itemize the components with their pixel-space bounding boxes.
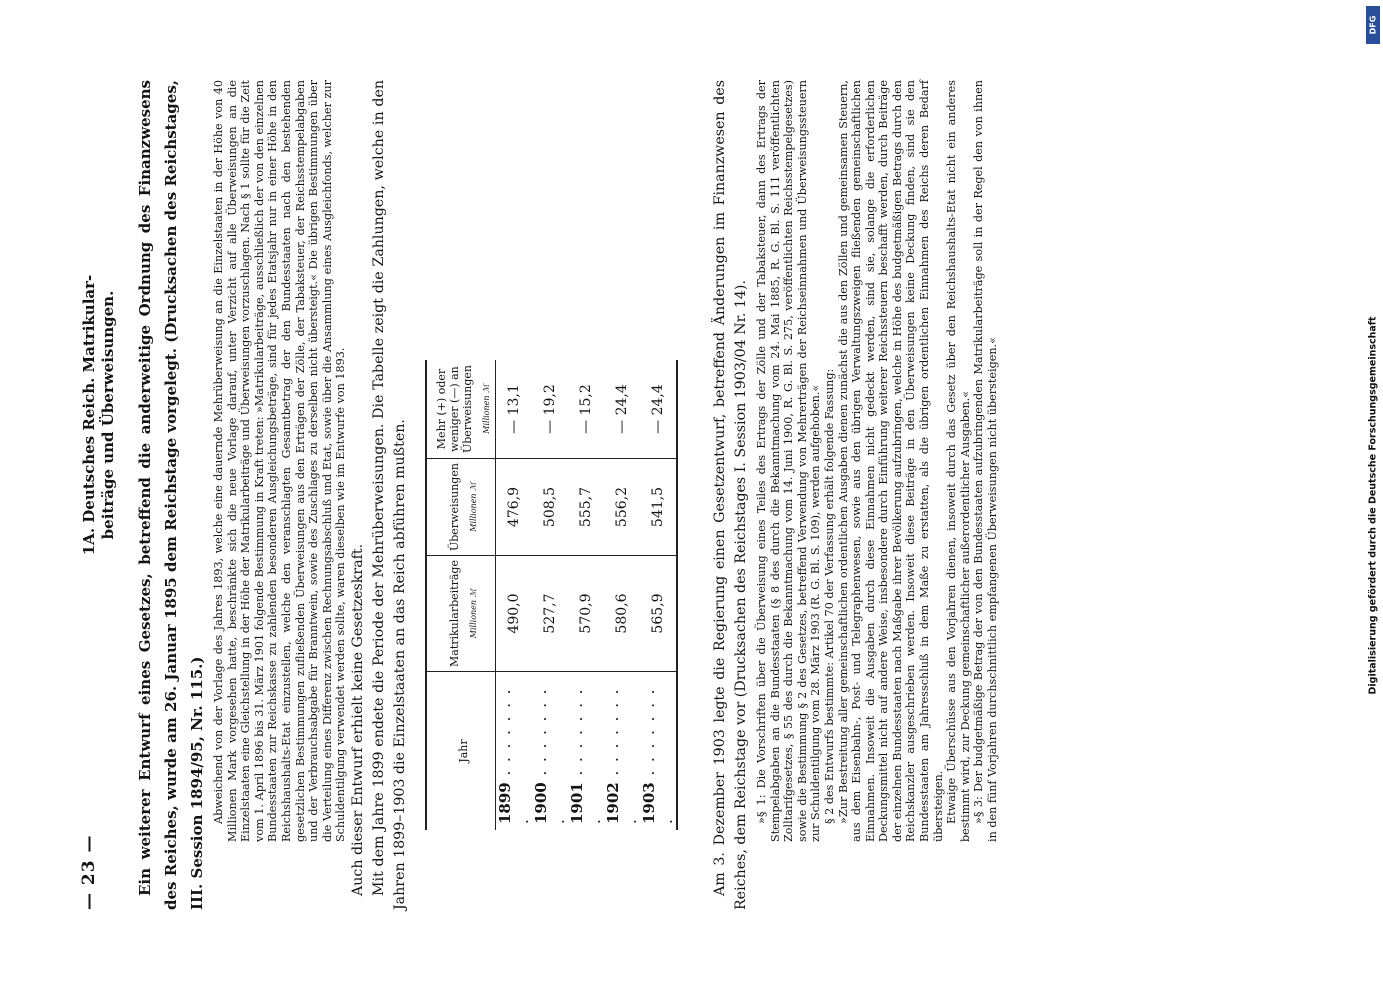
cell-ueberweisungen: 476,9 [495, 459, 532, 556]
bill-section-3: »§ 3: Der budgetmäßige Betrag der von den Bundesstaaten aufzubringenden Matrikularbeiträge soll in der Regel den von ihnen in den fünf Vorjahren durchschnittlich empfangenen Überweisungen nicht übersteigen.« [972, 80, 1000, 842]
table-header-row [426, 360, 496, 830]
cell-matrikular: 580,6 [604, 556, 640, 672]
cell-ueberweisungen: 556,2 [604, 459, 640, 556]
dfg-logo: DFG [1366, 6, 1380, 44]
digitization-credit: Digitalisierung gefördert durch die Deutsche Forschungsgemeinschaft [1367, 316, 1379, 695]
cell-difference: — 13,1 [495, 360, 532, 459]
payments-table [425, 360, 678, 830]
cell-year: 1902 . . . . . . . . [603, 687, 640, 824]
table-row [640, 360, 677, 830]
table-row [495, 360, 532, 830]
cell-matrikular: 565,9 [640, 556, 677, 672]
column-header-jahr: Jahr [426, 672, 496, 831]
unit-label: Millionen ℳ [468, 482, 478, 532]
unit-label: Millionen ℳ [481, 384, 491, 434]
unit-label: Millionen ℳ [468, 588, 478, 639]
draft-details-paragraph: Abweichend von der Vorlage des Jahres 1893, welche eine dauernde Mehrüberweisung an die Einzelstaaten in der Höhe von 40 Millionen Mark vorgesehen hatte, beschränkte sich die neue Vorlage darauf, unter Verzicht auf alle Überweisungen an die Einzelstaaten eine Gleichstellung in der Höhe der Matrikularbeiträge und Überweisungen vorzuschlagen. Nach § 1 sollte für die Zeit vom 1. April 1896 bis 31. März 1901 folgende Bestimmung in Kraft treten: »Matrikularbeiträge, ausschließlich der von den einzelnen Bundesstaaten zur Reichskasse zu zahlenden besonderen Ausgleichungsbeträge, sind für jedes Etatsjahr nur in einer Höhe in den Reichshaushalts-Etat einzustellen, welche den veranschlagten Gesamtbetrag der den Bundesstaaten nach den bestehenden gesetzlichen Bestimmungen zufließenden Überweisungen aus den Erträgen der Zölle, der Tabaksteuer, der Reichsstempelabgaben und der Verbrauchsabgabe für Branntwein, sowie des Zuschlages zu derselben nicht übersteigt.« Die übrigen Bestimmungen über die Verteilung eines Differenz zwischen Rechnungsabschluß und Etat, sowie über die Ansammlung eines Ausgleichfonds, welcher zur Schuldentilgung verwendet werden sollte, waren dieselben wie im Entwurfe von 1893. [212, 80, 348, 842]
page-number: — 23 — [79, 834, 99, 910]
column-header-difference: Mehr (+) oder weniger (—) an Überweisungen Millionen ℳ [426, 360, 496, 459]
paragraph-table-intro: Mit dem Jahre 1899 endete die Periode der Mehrüberweisungen. Die Tabelle zeigt die Zahlungen, welche in den Jahren 1899–1903 die Einzelstaaten an das Reich abführen mußten. [370, 80, 408, 910]
quoted-draft-block [212, 80, 348, 842]
column-header-matrikular: Matrikularbeiträge Millionen ℳ [426, 556, 496, 672]
bill-section-2: »Zur Bestreitung aller gemeinschaftlichen ordentlichen Ausgaben dienen zunächst die aus den Zöllen und gemeinsamen Steuern, aus dem Eisenbahn-, Post- und Telegraphenwesen, sowie aus den übrigen Verwaltungszweigen fließenden gemeinschaftlichen Einnahmen. Insoweit die Ausgaben durch diese Einnahmen nicht gedeckt werden, sind sie, solange die erforderlichen Deckungsmittel nicht auf andere Weise, insbesondere durch Einführung weiterer Reichssteuern beschafft werden, durch Beiträge der einzelnen Bundesstaaten nach Maßgabe ihrer Bevölkerung aufzubringen, welche in Höhe des budgetmäßigen Betrags durch den Reichskanzler ausgeschrieben werden. Insoweit diese Beiträge in den Überweisungen keine Deckung finden, sind sie den Bundesstaaten am Jahresschluß in dem Maße zu erstatten, als die übrigen ordentlichen Einnahmen des Reichs deren Bedarf übersteigen. [836, 80, 945, 842]
cell-year: 1901 . . . . . . . . [567, 687, 604, 824]
cell-matrikular: 527,7 [532, 556, 568, 672]
cell-matrikular: 490,0 [495, 556, 532, 672]
column-header-ueberweisungen: Überweisungen Millionen ℳ [426, 459, 496, 556]
page-header [80, 80, 132, 910]
cell-year: 1899 . . . . . . . . [495, 687, 532, 824]
cell-year: 1900 . . . . . . . . [531, 687, 568, 824]
table-row [568, 360, 604, 830]
paragraph-no-law: Auch dieser Entwurf erhielt keine Gesetzeskraft. [349, 543, 366, 896]
section-title-line-2: beiträge und Überweisungen. [99, 290, 117, 540]
section-title-line-1: 1A. Deutsches Reich. Matrikular- [80, 274, 98, 556]
cell-year: 1903 . . . . . . . . [639, 687, 676, 824]
intro-paragraph: Ein weiterer Entwurf eines Gesetzes, betreffend die anderweitige Ordnung des Finanzwesens des Reiches, wurde am 26. Januar 1895 dem Reichstage vorgelegt. (Drucksachen des Reichstages, III. Session 1894/95, Nr. 115.) [136, 80, 206, 910]
bill-section-2-continued: Etwaige Überschüsse aus den Vorjahren dienen, insoweit durch das Gesetz über den Reichshaushalts-Etat nicht ein anderes bestimmt wird, zur Deckung gemeinschaftlicher außerordentlicher Ausgaben.« [945, 80, 972, 842]
section-title [80, 80, 118, 750]
bill-sections-block [755, 80, 1000, 842]
cell-ueberweisungen: 555,7 [568, 459, 604, 556]
bill-section-1: »§ 1: Die Vorschriften über die Überweisung eines Teiles des Ertrags der Zölle und der Tabaksteuer, dann des Ertrags der Stempelabgaben an die Bundesstaaten (§ 8 des durch die Bekanntmachung vom 24. Mai 1885, R. G. Bl. S. 111 veröffentlichten Zolltarifgesetzes, § 55 des durch die Bekanntmachung vom 14. Juni 1900, R. G. Bl. S. 275, veröffentlichten Reichsstempelgesetzes) sowie die Bestimmung § 2 des Gesetzes, betreffend Verwendung von Mehrerträgen der Reichseinnahmen und Überweisungssteuern zur Schuldentilgung vom 28. März 1903 (R. G. Bl. S. 109), werden aufgehoben.« [754, 80, 823, 842]
cell-matrikular: 570,9 [568, 556, 604, 672]
bill-section-2-intro: § 2 des Entwurfs bestimmte: Artikel 70 der Verfassung erhält folgende Fassung: [822, 368, 836, 824]
paragraph-1903-bill: Am 3. Dezember 1903 legte die Regierung einen Gesetzentwurf, betreffend Änderungen im Finanzwesen des Reiches, dem Reichstage vor (Drucksachen des Reichstages I. Session 1903/04 Nr. 14). [711, 80, 750, 910]
cell-difference: — 15,2 [568, 360, 604, 459]
cell-difference: — 19,2 [532, 360, 568, 459]
cell-difference: — 24,4 [640, 360, 677, 459]
cell-ueberweisungen: 508,5 [532, 459, 568, 556]
rotated-document-page [80, 80, 1200, 910]
table-row [604, 360, 640, 830]
cell-ueberweisungen: 541,5 [640, 459, 677, 556]
table-row [532, 360, 568, 830]
cell-difference: — 24,4 [604, 360, 640, 459]
